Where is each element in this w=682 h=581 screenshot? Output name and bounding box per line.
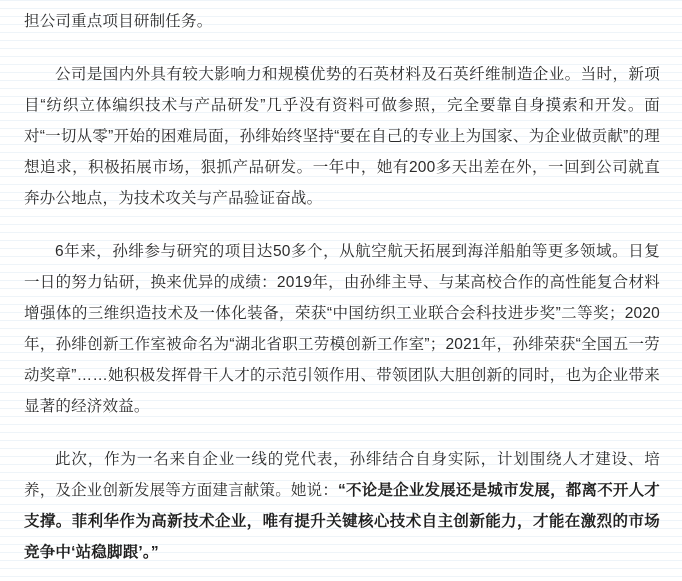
- paragraph-1: 担公司重点项目研制任务。: [24, 13, 213, 30]
- paragraph-2: 公司是国内外具有较大影响力和规模优势的石英材料及石英纤维制造企业。当时，新项目“纺织立体编织技术与产品研发”几乎没有资料可做参照，完全要靠自身摸索和开发。面对“一切从零”开始的困难局面，孙绯始终坚持“要在自己的专业上为国家、为企业做贡献”的理想追求，积极拓展市场，狠抓产品研发。一年中，她有200多天出差在外，一回到公司就直奔办公地点，为技术攻关与产品验证奋战。: [24, 66, 660, 207]
- paragraph-3: 6年来，孙绯参与研究的项目达50多个，从航空航天拓展到海洋船舶等更多领域。日复一日的努力钻研，换来优异的成绩：2019年，由孙绯主导、与某高校合作的高性能复合材料增强体的三维织造技术及一体化装备，荣获“中国纺织工业联合会科技进步奖”二等奖；2020年，孙绯创新工作室被命名为“湖北省职工劳模创新工作室”；2021年，孙绯荣获“全国五一劳动奖章”……她积极发挥骨干人才的示范引领作用、带领团队大胆创新的同时，也为企业带来显著的经济效益。: [24, 243, 660, 415]
- paragraph-4: [24, 444, 660, 568]
- paragraph-4-quote: “不论是企业发展还是城市发展，都离不开人才支撑。菲利华作为高新技术企业，唯有提升关键核心技术自主创新能力，才能在激烈的市场竞争中‘站稳脚跟’。”: [24, 482, 660, 561]
- paragraph-4-lead: 此次，作为一名来自企业一线的党代表，孙绯结合自身实际，计划围绕人才建设、培养，及企业创新发展等方面建言献策。她说：: [24, 451, 660, 499]
